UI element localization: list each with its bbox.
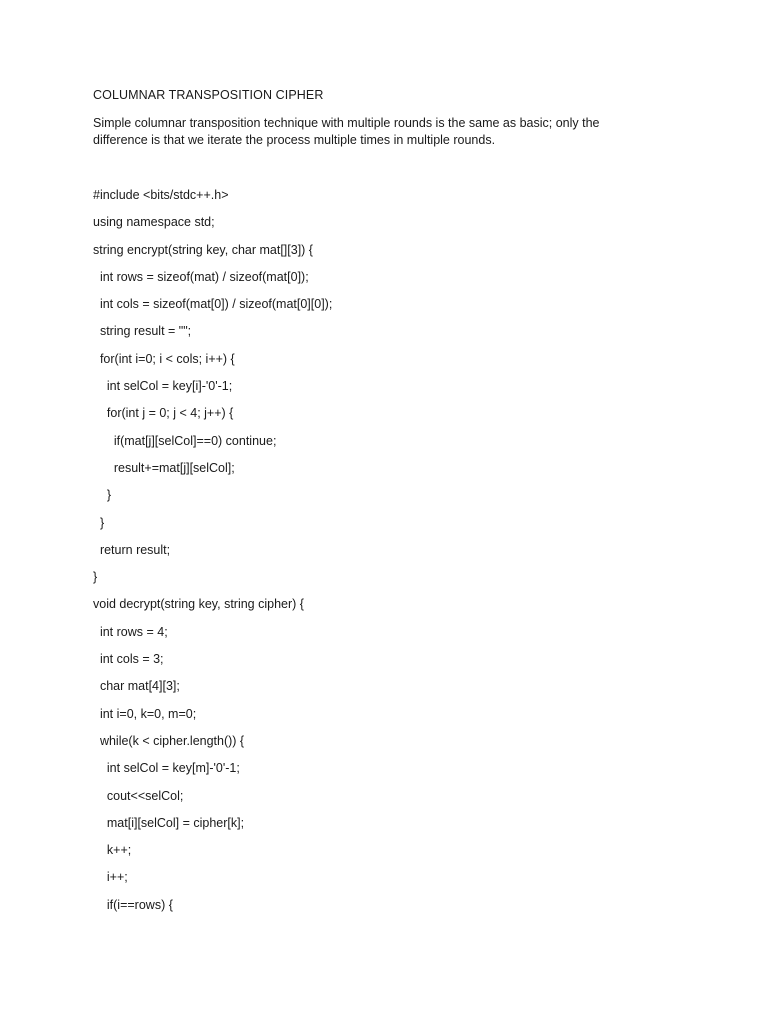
code-line: #include <bits/stdc++.h> — [93, 188, 229, 202]
code-line: int rows = sizeof(mat) / sizeof(mat[0]); — [93, 269, 309, 284]
code-line: int selCol = key[m]-'0'-1; — [93, 761, 240, 776]
code-line: if(i==rows) { — [93, 897, 173, 912]
code-block — [93, 187, 332, 924]
code-line: } — [93, 570, 98, 585]
code-line: int i=0, k=0, m=0; — [93, 706, 197, 721]
code-line: if(mat[j][selCol]==0) continue; — [93, 433, 277, 448]
intro-paragraph: Simple columnar transposition technique with multiple rounds is the same as basic; only the difference is that we iterate the process multiple times in multiple rounds. — [93, 116, 600, 147]
code-line: k++; — [93, 843, 132, 858]
code-line: result+=mat[j][selCol]; — [93, 460, 235, 475]
code-line: i++; — [93, 870, 128, 885]
code-line: char mat[4][3]; — [93, 679, 180, 694]
code-line: } — [93, 515, 105, 530]
code-line: mat[i][selCol] = cipher[k]; — [93, 815, 245, 830]
code-line: return result; — [93, 542, 171, 557]
code-line: string encrypt(string key, char mat[][3]) { — [93, 242, 313, 257]
code-line: int cols = 3; — [93, 652, 164, 667]
code-line: int rows = 4; — [93, 624, 168, 639]
code-line: while(k < cipher.length()) { — [93, 733, 245, 748]
code-line: int cols = sizeof(mat[0]) / sizeof(mat[0][0]); — [93, 297, 333, 312]
document-heading: COLUMNAR TRANSPOSITION CIPHER — [93, 88, 324, 102]
code-line: for(int j = 0; j < 4; j++) { — [93, 406, 234, 421]
code-line: for(int i=0; i < cols; i++) { — [93, 351, 235, 366]
code-line: string result = ""; — [93, 324, 192, 339]
code-line: int selCol = key[i]-'0'-1; — [93, 379, 233, 394]
code-line: void decrypt(string key, string cipher) { — [93, 597, 304, 612]
code-line: cout<<selCol; — [93, 788, 184, 803]
code-line: } — [93, 488, 112, 503]
code-line: using namespace std; — [93, 215, 215, 230]
